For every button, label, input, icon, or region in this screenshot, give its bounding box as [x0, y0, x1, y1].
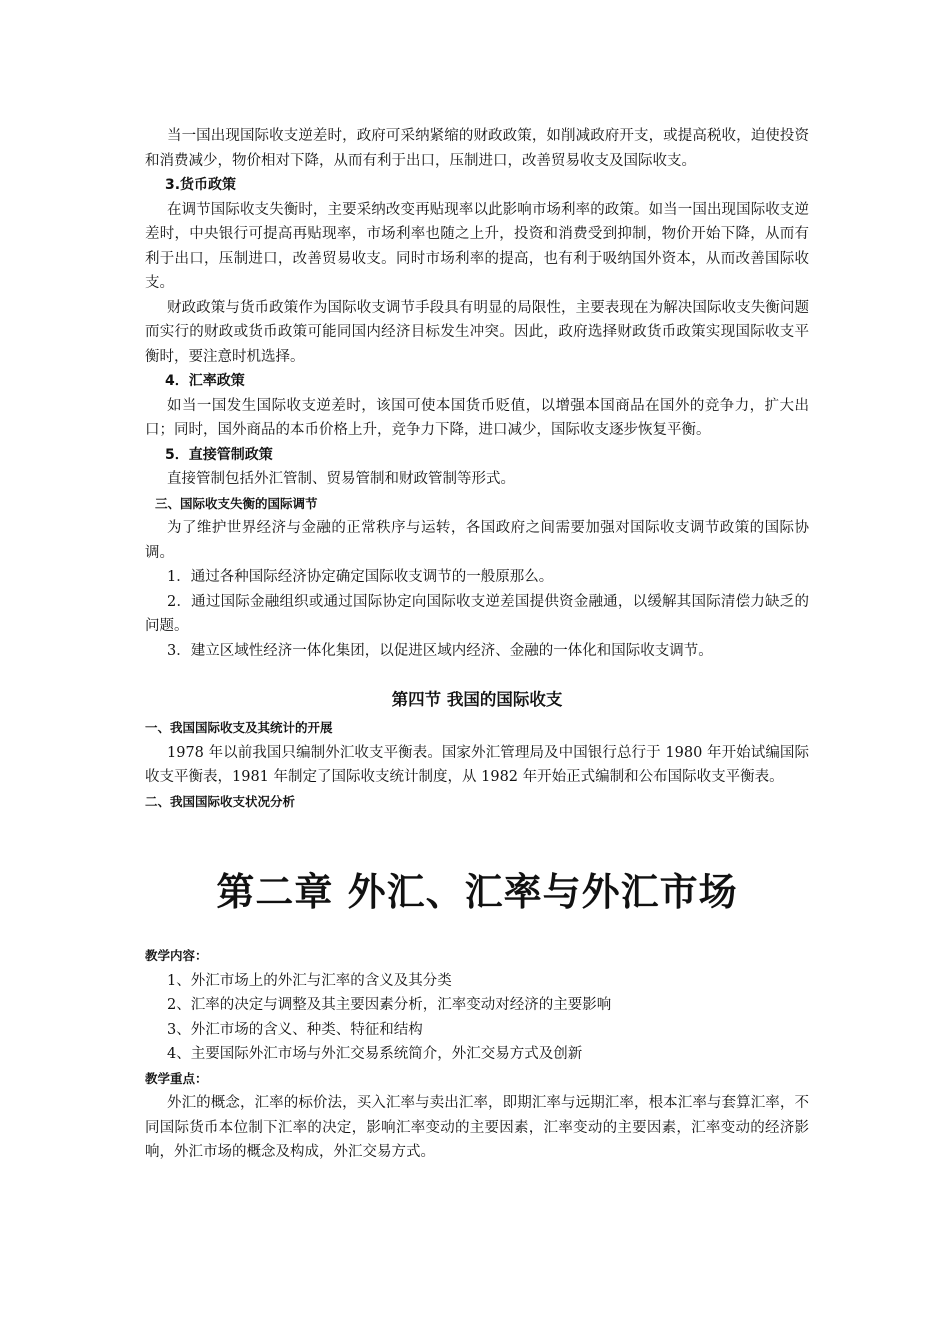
paragraph-fiscal-policy: 当一国出现国际收支逆差时，政府可采纳紧缩的财政政策，如削减政府开支，或提高税收，迫使投资和消费减少，物价相对下降，从而有利于出口，压制进口，改善贸易收支及国际收支。: [145, 128, 809, 169]
chapter-title: 第二章 外汇、汇率与外汇市场: [216, 870, 738, 914]
teaching-content-label: 教学内容：: [145, 948, 208, 963]
teaching-content-item: 1、外汇市场上的外汇与汇率的含义及其分类: [167, 972, 452, 989]
paragraph-international-coordination: 为了维护世界经济与金融的正常秩序与运转，各国政府之间需要加强对国际收支调节政策的国际协调。: [145, 520, 809, 561]
heading-exchange-rate-policy: 4．汇率政策: [165, 373, 245, 389]
paragraph-monetary-policy: 在调节国际收支失衡时，主要采纳改变再贴现率以此影响市场利率的政策。如当一国出现国际收支逆差时，中央银行可提高再贴现率，市场利率也随之上升，投资和消费受到抑制，物价开始下降，从而有利于出口，压制进口，改善贸易收支。同时市场利率的提高，也有利于吸纳国外资本，从而改善国际收支。: [145, 201, 809, 291]
paragraph-statistics-development: 1978 年以前我国只编制外汇收支平衡表。国家外汇管理局及中国银行总行于 1980 年开始试编国际收支平衡表，1981 年制定了国际收支统计制度，从 1982 年开始正式编制和公布国际收支平衡表。: [145, 744, 809, 785]
heading-balance-analysis: 二、我国国际收支状况分析: [145, 793, 296, 809]
section-title: 第四节 我国的国际收支: [391, 690, 563, 709]
heading-statistics-development: 一、我国国际收支及其统计的开展: [145, 720, 333, 735]
heading-international-coordination: 三、国际收支失衡的国际调节: [155, 495, 318, 511]
heading-direct-control-policy: 5．直接管制政策: [165, 446, 273, 463]
heading-monetary-policy: 3.货币政策: [165, 177, 237, 193]
teaching-focus-text: 外汇的概念，汇率的标价法，买入汇率与卖出汇率，即期汇率与远期汇率，根本汇率与套算汇率，不同国际货币本位制下汇率的决定，影响汇率变动的主要因素，汇率变动的主要因素，汇率变动的经济影响，外汇市场的概念及构成，外汇交易方式。: [145, 1095, 809, 1160]
paragraph-policy-limitations: 财政政策与货币政策作为国际收支调节手段具有明显的局限性，主要表现在为解决国际收支失衡问题而实行的财政或货币政策可能同国内经济目标发生冲突。因此，政府选择财政货币政策实现国际收支平衡时，要注意时机选择。: [145, 299, 809, 365]
teaching-content-item: 2、汇率的决定与调整及其主要因素分析，汇率变动对经济的主要影响: [167, 997, 612, 1013]
teaching-focus-label: 教学重点：: [145, 1070, 208, 1086]
list-item: 3．建立区域性经济一体化集团，以促进区域内经济、金融的一体化和国际收支调节。: [167, 642, 713, 659]
paragraph-direct-control: 直接管制包括外汇管制、贸易管制和财政管制等形式。: [167, 471, 515, 487]
paragraph-exchange-rate-policy: 如当一国发生国际收支逆差时，该国可使本国货币贬值，以增强本国商品在国外的竞争力，扩大出口；同时，国外商品的本币价格上升，竞争力下降，进口减少，国际收支逐步恢复平衡。: [145, 397, 809, 438]
teaching-content-item: 4、主要国际外汇市场与外汇交易系统简介，外汇交易方式及创新: [167, 1046, 583, 1062]
teaching-content-item: 3、外汇市场的含义、种类、特征和结构: [167, 1021, 423, 1038]
list-item: 2．通过国际金融组织或通过国际协定向国际收支逆差国提供资金融通，以缓解其国际清偿力缺乏的问题。: [145, 593, 809, 634]
document-page: [145, 124, 809, 1165]
list-item: 1．通过各种国际经济协定确定国际收支调节的一般原那么。: [167, 569, 554, 585]
